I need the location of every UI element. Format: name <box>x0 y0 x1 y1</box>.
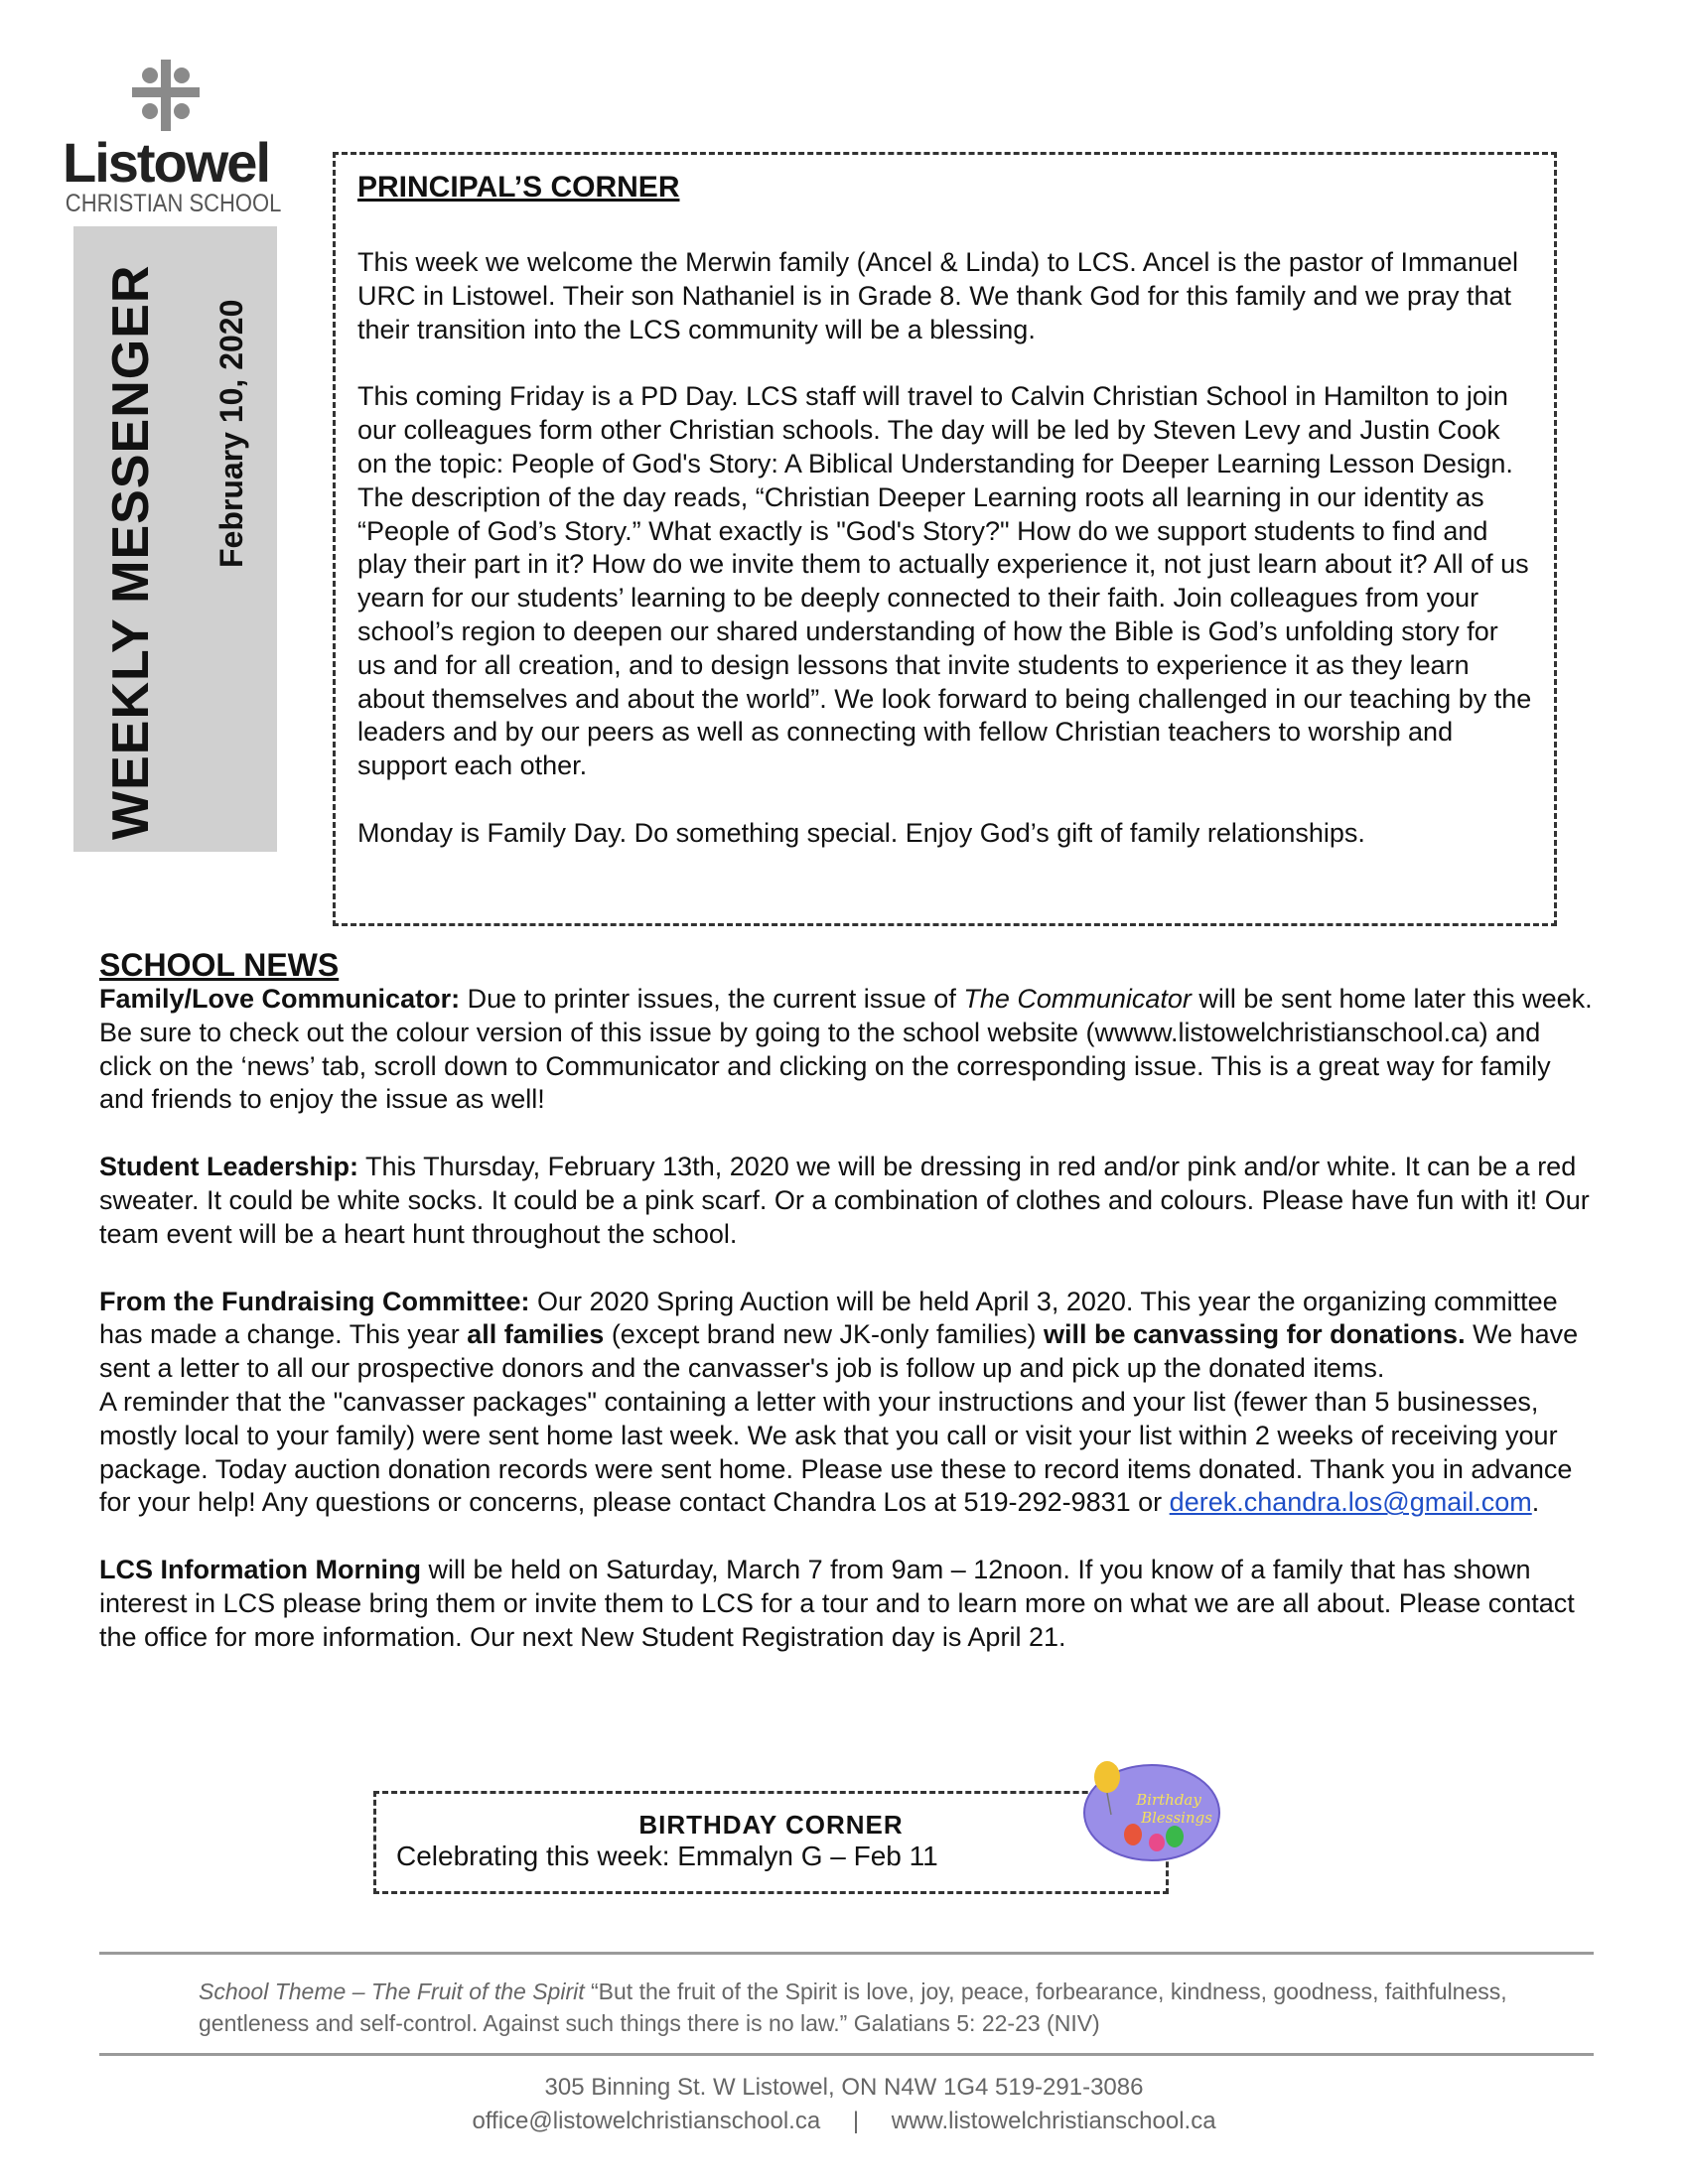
birthday-celebrant-text: Celebrating this week: Emmalyn G – Feb 11 <box>396 1841 938 1871</box>
news-item-canvasser-reminder: A reminder that the "canvasser packages" containing a letter with your instructions and your list (fewer than 5 businesses, mostly local to your family) were sent home last week. We ask that you call or visit your list within 2 weeks of receiving your package. Today auction donation records were sent home. Please use these to record items donated. Thank you in advance for your help! Any questions or concerns, please contact Chandra Los at 519-292-9831 or derek.chandra.los@gmail.com. <box>99 1386 1573 1518</box>
principal-paragraph-pd-day: This coming Friday is a PD Day. LCS staff will travel to Calvin Christian School in Hamilton to join our colleagues form other Christian schools. The day will be led by Steven Levy and Justin Cook on the topic: People of God's Story: A Biblical Understanding for Deeper Learning Lesson Design. The description of the day reads, “Christian Deeper Learning roots all learning in our identity as “People of God’s Story.” What exactly is "God's Story?" How do we support students to find and play their part in it? How do we invite them to actually experience it, not just learn about it? All of us yearn for our students’ learning to be deeply connected to their faith. Join colleagues from your school’s region to deepen our shared understanding of how the Bible is God’s unfolding story for us and for all creation, and to design lessons that invite students to experience it as they learn about themselves and about the world”. We look forward to being challenged in our teaching by the leaders and by our peers as well as connecting with fellow Christian teachers to worship and support each other. <box>357 381 1532 781</box>
news-label: Student Leadership: <box>99 1152 359 1182</box>
principals-corner-box <box>333 152 1557 926</box>
news-label: From the Fundraising Committee: <box>99 1286 530 1316</box>
school-theme <box>199 1976 1599 2039</box>
contact-email-link[interactable]: derek.chandra.los@gmail.com <box>1169 1487 1532 1518</box>
school-website: www.listowelchristianschool.ca <box>891 2108 1216 2134</box>
cross-logo-icon <box>128 60 204 131</box>
footer-divider-top <box>99 1952 1594 1955</box>
news-item-information-morning: LCS Information Morning will be held on Saturday, March 7 from 9am – 12noon. If you know of a family that has shown interest in LCS please bring them or invite them to LCS for a tour and to learn more on what we are all about. Please contact the office for more information. Our next New Student Registration day is April 21. <box>99 1555 1575 1652</box>
birthday-corner-heading: BIRTHDAY CORNER <box>638 1810 904 1840</box>
news-label: LCS Information Morning <box>99 1555 421 1585</box>
badge-text-line2: Blessings <box>1141 1809 1212 1827</box>
newsletter-date: February 10, 2020 <box>213 299 249 568</box>
news-item-fundraising: From the Fundraising Committee: Our 2020 Spring Auction will be held April 3, 2020. This year the organizing committee has made a change. This year all families (except brand new JK-only families) will be canvassing for donations. We have sent a letter to all our prospective donors and the canvasser's job is follow up and pick up the donated items. <box>99 1286 1579 1384</box>
news-item-communicator: Family/Love Communicator: Due to printer issues, the current issue of The Communicator will be sent home later this week. Be sure to check out the colour version of this issue by going to the school website (wwww.listowelchristianschool.ca) and click on the ‘news’ tab, scroll down to Communicator and clicking on the corresponding issue. This is a great way for family and friends to enjoy the issue as well! <box>99 984 1593 1115</box>
publication-title: The Communicator <box>963 984 1192 1014</box>
school-news-section <box>99 947 1599 1689</box>
logo-name: Listowel <box>62 131 270 194</box>
newsletter-title: WEEKLY MESSENGER <box>102 264 160 840</box>
badge-text-line1: Birthday <box>1136 1791 1201 1809</box>
birthday-balloons-icon <box>1077 1755 1221 1864</box>
school-news-heading: SCHOOL NEWS <box>99 947 340 983</box>
logo-subtitle: CHRISTIAN SCHOOL <box>65 190 282 217</box>
office-email: office@listowelchristianschool.ca <box>472 2108 821 2134</box>
principal-paragraph-welcome: This week we welcome the Merwin family (Ancel & Linda) to LCS. Ancel is the pastor of Immanuel URC in Listowel. Their son Nathaniel is in Grade 8. We thank God for this family and we pray that their transition into the LCS community will be a blessing. <box>357 247 1518 344</box>
news-item-leadership: Student Leadership: This Thursday, February 13th, 2020 we will be dressing in red and/or pink and/or white. It can be a red sweater. It could be white socks. It could be a pink scarf. Or a combination of clothes and colours. Please have fun with it! Our team event will be a heart hunt throughout the school. <box>99 1152 1590 1249</box>
news-label: Family/Love Communicator: <box>99 984 461 1014</box>
footer-contact <box>0 2071 1688 2138</box>
footer-divider-bottom <box>99 2053 1594 2056</box>
birthday-corner-box <box>373 1791 1169 1894</box>
principal-paragraph-family-day: Monday is Family Day. Do something special. Enjoy God’s gift of family relationships. <box>357 817 1365 848</box>
theme-verse: “But the fruit of the Spirit is love, joy, peace, forbearance, kindness, goodness, faithfulness, gentleness and self-control. Against such things there is no law.” Galatians 5: 22-23 (NIV) <box>199 1979 1507 2036</box>
school-address: 305 Binning St. W Listowel, ON N4W 1G4 519-291-3086 <box>544 2074 1144 2101</box>
principals-corner-heading: PRINCIPAL’S CORNER <box>357 171 680 204</box>
theme-label: School Theme – The Fruit of the Spirit <box>199 1979 585 2004</box>
school-logo <box>52 60 280 218</box>
footer-separator: | <box>852 2108 860 2134</box>
